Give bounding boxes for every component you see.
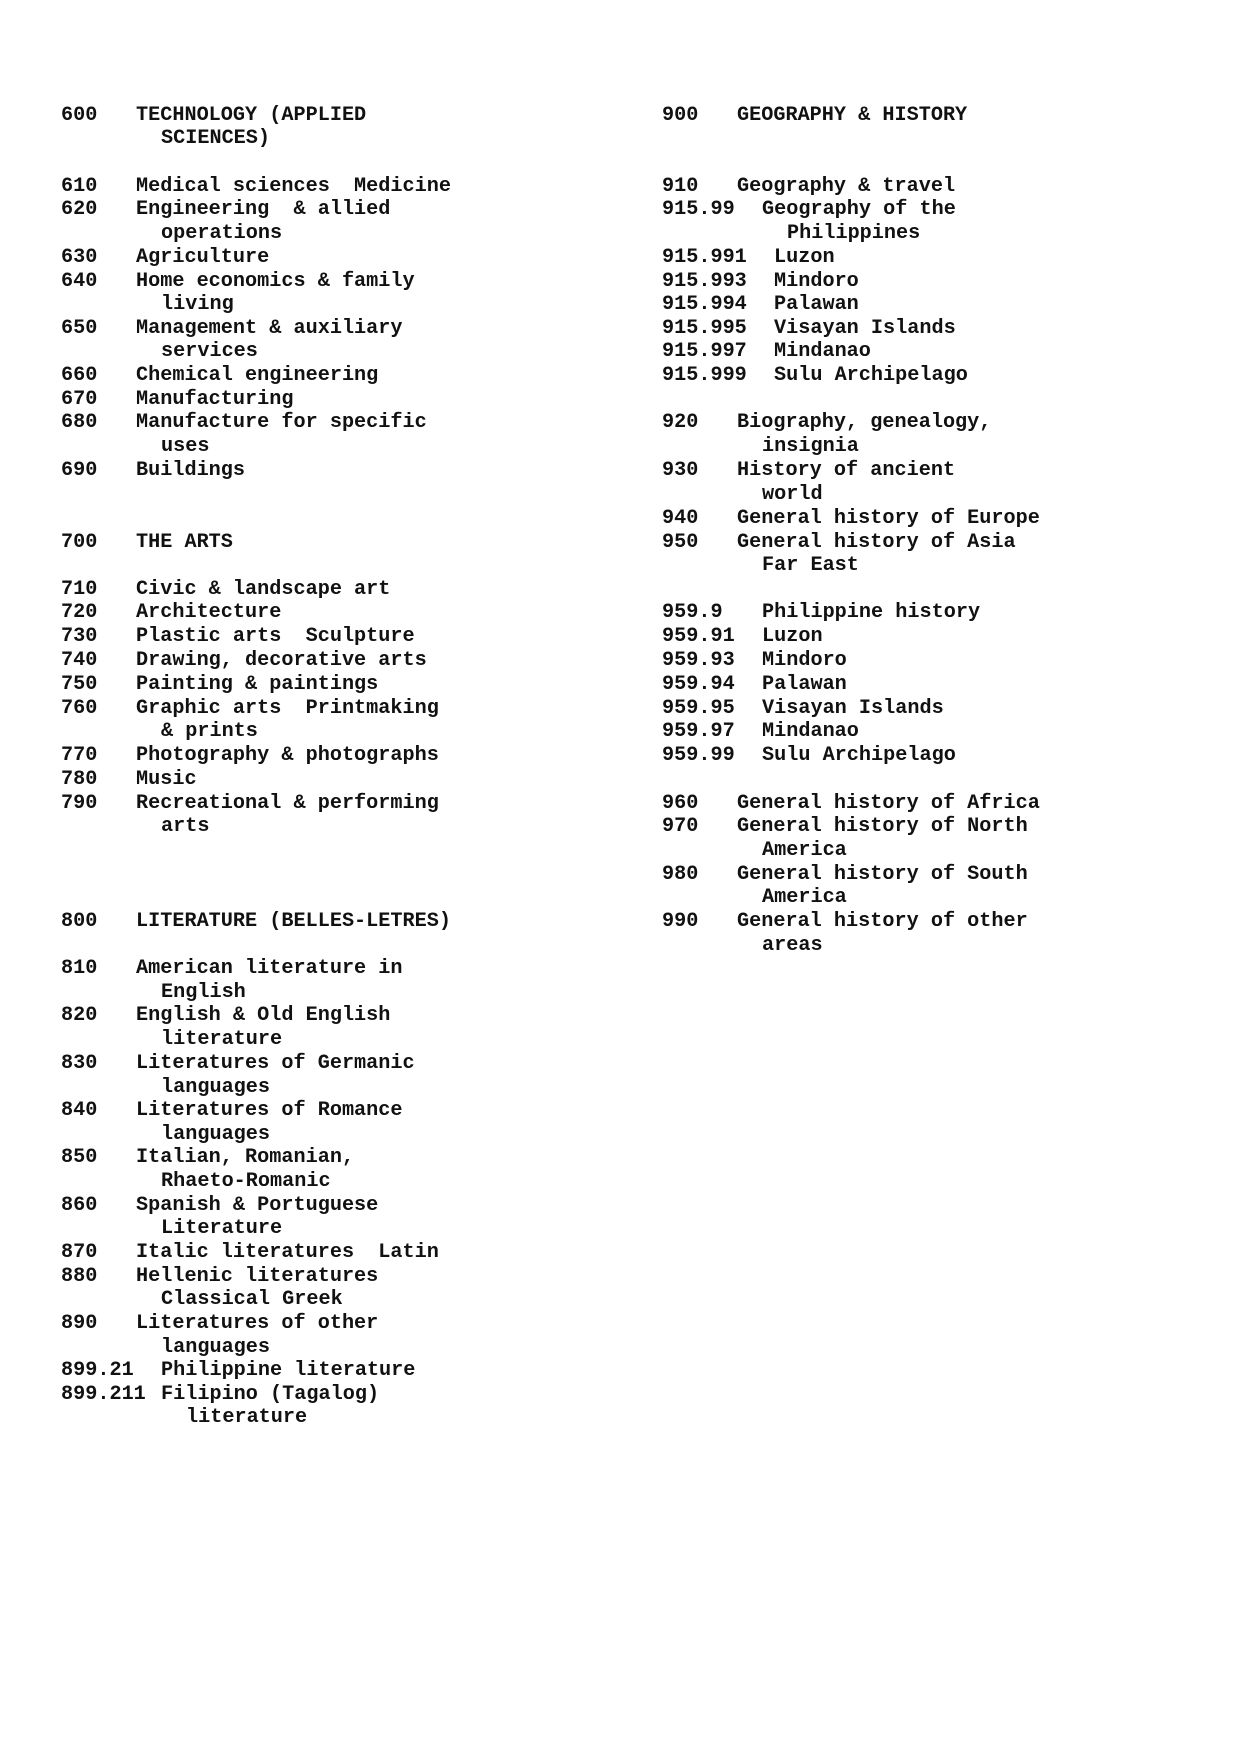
class-entry [662,744,956,768]
class-entry [61,1359,416,1383]
class-code: 740 [61,649,98,672]
class-title: Italic literatures Latin [136,1241,439,1264]
class-entry [61,1312,379,1336]
class-title: Geography & travel [737,175,956,198]
class-title: History of ancient [737,459,956,482]
class-code: 899.21 [61,1359,134,1382]
class-entry [61,364,379,388]
class-code: 930 [662,459,699,482]
class-title-continuation: world [762,483,823,506]
class-entry [61,673,379,697]
class-code: 770 [61,744,98,767]
class-entry [61,1194,379,1218]
class-entry [662,293,859,317]
class-code: 600 [61,104,98,127]
class-title: Music [136,768,197,791]
class-code: 960 [662,792,699,815]
class-title: Visayan Islands [762,697,944,720]
class-code: 650 [61,317,98,340]
class-entry [662,364,968,388]
class-code: 810 [61,957,98,980]
left-column [61,0,621,1754]
class-code: 915.995 [662,317,747,340]
class-code: 890 [61,1312,98,1335]
section-heading-700 [61,531,233,555]
class-title-continuation: America [762,839,847,862]
class-code: 959.97 [662,720,735,743]
class-title: Chemical engineering [136,364,379,387]
class-title-continuation: Literature [161,1217,283,1240]
class-code: 720 [61,601,98,624]
class-entry [61,625,415,649]
class-entry [61,601,282,625]
class-title: Luzon [762,625,823,648]
class-title: Palawan [762,673,847,696]
class-entry [662,459,956,483]
class-code: 710 [61,578,98,601]
class-entry [61,317,403,341]
class-title: TECHNOLOGY (APPLIED [136,104,367,127]
class-code: 790 [61,792,98,815]
class-title: English & Old English [136,1004,391,1027]
class-entry [662,531,1016,555]
class-entry [662,720,859,744]
class-code: 670 [61,388,98,411]
class-code: 620 [61,198,98,221]
class-title: Plastic arts Sculpture [136,625,415,648]
class-title-continuation: America [762,886,847,909]
class-code: 850 [61,1146,98,1169]
class-title: Civic & landscape art [136,578,391,601]
class-code: 959.99 [662,744,735,767]
class-title: Graphic arts Printmaking [136,697,439,720]
class-entry [662,507,1040,531]
class-title-continuation: & prints [161,720,258,743]
class-code: 680 [61,411,98,434]
class-entry [61,459,246,483]
class-code: 915.994 [662,293,747,316]
class-code: 700 [61,531,98,554]
class-code: 959.9 [662,601,723,624]
class-code: 915.99 [662,198,735,221]
class-entry [61,198,391,222]
class-title: Philippine literature [161,1359,416,1382]
class-code: 660 [61,364,98,387]
class-code: 610 [61,175,98,198]
class-entry [61,270,415,294]
class-title: Sulu Archipelago [774,364,968,387]
class-title: Luzon [774,246,835,269]
class-entry [61,792,439,816]
class-code: 915.991 [662,246,747,269]
class-title: General history of other [737,910,1028,933]
class-title-continuation: living [161,293,234,316]
section-heading-800 [61,910,451,934]
class-entry [61,175,451,199]
class-title: Recreational & performing [136,792,439,815]
class-entry [662,910,1028,934]
class-code: 880 [61,1265,98,1288]
right-column [662,0,1222,1754]
class-title: Palawan [774,293,859,316]
class-code: 970 [662,815,699,838]
class-code: 920 [662,411,699,434]
class-code: 915.993 [662,270,747,293]
class-title-continuation: languages [161,1336,271,1359]
class-title-continuation: Rhaeto-Romanic [161,1170,331,1193]
class-title-continuation: languages [161,1123,271,1146]
class-code: 940 [662,507,699,530]
class-title-continuation: insignia [762,435,859,458]
class-entry [662,601,981,625]
class-code: 959.93 [662,649,735,672]
class-title-continuation: Classical Greek [161,1288,343,1311]
class-code: 780 [61,768,98,791]
class-entry [61,1241,439,1265]
class-entry [662,697,944,721]
class-entry [662,246,835,270]
class-title: Engineering & allied [136,198,391,221]
class-title-continuation: languages [161,1076,271,1099]
class-title-continuation: Far East [762,554,859,577]
class-code: 915.999 [662,364,747,387]
class-title: General history of North [737,815,1028,838]
class-entry [662,792,1040,816]
class-title: Drawing, decorative arts [136,649,427,672]
section-heading-900 [662,104,968,128]
class-title-continuation: areas [762,934,823,957]
class-title: Visayan Islands [774,317,956,340]
class-entry [662,411,992,435]
class-code: 959.94 [662,673,735,696]
class-title: Mindoro [762,649,847,672]
class-title: Photography & photographs [136,744,439,767]
class-title-continuation: English [161,981,246,1004]
class-title: Architecture [136,601,282,624]
class-title: Philippine history [762,601,981,624]
class-title: General history of South [737,863,1028,886]
class-code: 840 [61,1099,98,1122]
class-title-continuation: literature [161,1028,283,1051]
class-entry [662,625,823,649]
class-entry [662,673,847,697]
class-title: Painting & paintings [136,673,379,696]
class-title: Italian, Romanian, [136,1146,355,1169]
class-code: 870 [61,1241,98,1264]
class-title: Home economics & family [136,270,415,293]
class-title: Hellenic literatures [136,1265,379,1288]
class-title: Sulu Archipelago [762,744,956,767]
class-code: 959.91 [662,625,735,648]
class-entry [61,768,197,792]
class-entry [662,317,956,341]
class-code: 899.211 [61,1383,146,1406]
class-title-continuation: SCIENCES) [161,127,271,150]
class-title: Mindoro [774,270,859,293]
class-title: THE ARTS [136,531,233,554]
class-title: Literatures of Romance [136,1099,403,1122]
class-entry [662,863,1028,887]
class-entry [61,411,427,435]
class-entry [662,815,1028,839]
class-title: Agriculture [136,246,270,269]
class-title: Management & auxiliary [136,317,403,340]
class-code: 640 [61,270,98,293]
class-title: Biography, genealogy, [737,411,992,434]
class-code: 800 [61,910,98,933]
class-title: GEOGRAPHY & HISTORY [737,104,968,127]
class-entry [61,1383,380,1407]
class-code: 950 [662,531,699,554]
class-title: General history of Africa [737,792,1040,815]
class-entry [61,1146,355,1170]
class-entry [61,957,403,981]
class-code: 900 [662,104,699,127]
class-title: LITERATURE (BELLES-LETRES) [136,910,451,933]
class-code: 690 [61,459,98,482]
class-title: Medical sciences Medicine [136,175,451,198]
class-code: 830 [61,1052,98,1075]
class-entry [662,270,859,294]
class-entry [662,175,956,199]
class-entry [61,1265,379,1289]
class-entry [61,649,427,673]
class-code: 990 [662,910,699,933]
class-title: Manufacture for specific [136,411,427,434]
class-code: 730 [61,625,98,648]
class-entry [662,340,871,364]
class-title: Buildings [136,459,246,482]
class-entry [61,1052,415,1076]
class-code: 860 [61,1194,98,1217]
class-title: American literature in [136,957,403,980]
class-title: Literatures of other [136,1312,379,1335]
class-entry [61,697,439,721]
class-entry [61,246,270,270]
class-entry [61,578,391,602]
class-code: 915.997 [662,340,747,363]
class-title: Mindanao [762,720,859,743]
class-code: 910 [662,175,699,198]
section-heading-600 [61,104,367,128]
class-title-continuation: literature [186,1406,308,1429]
class-code: 980 [662,863,699,886]
class-title-continuation: uses [161,435,210,458]
class-entry [61,388,294,412]
class-title-continuation: operations [161,222,283,245]
class-code: 820 [61,1004,98,1027]
class-entry [61,1004,391,1028]
class-title-continuation: Philippines [787,222,921,245]
class-title: General history of Europe [737,507,1040,530]
class-title: Literatures of Germanic [136,1052,415,1075]
class-title: General history of Asia [737,531,1016,554]
class-code: 959.95 [662,697,735,720]
class-code: 750 [61,673,98,696]
class-title: Manufacturing [136,388,294,411]
class-entry [662,649,847,673]
class-title-continuation: arts [161,815,210,838]
class-code: 630 [61,246,98,269]
class-code: 760 [61,697,98,720]
class-title-continuation: services [161,340,258,363]
class-title: Spanish & Portuguese [136,1194,379,1217]
class-title: Mindanao [774,340,871,363]
class-title: Geography of the [762,198,956,221]
class-entry [662,198,956,222]
class-entry [61,1099,403,1123]
class-title: Filipino (Tagalog) [161,1383,380,1406]
class-entry [61,744,439,768]
